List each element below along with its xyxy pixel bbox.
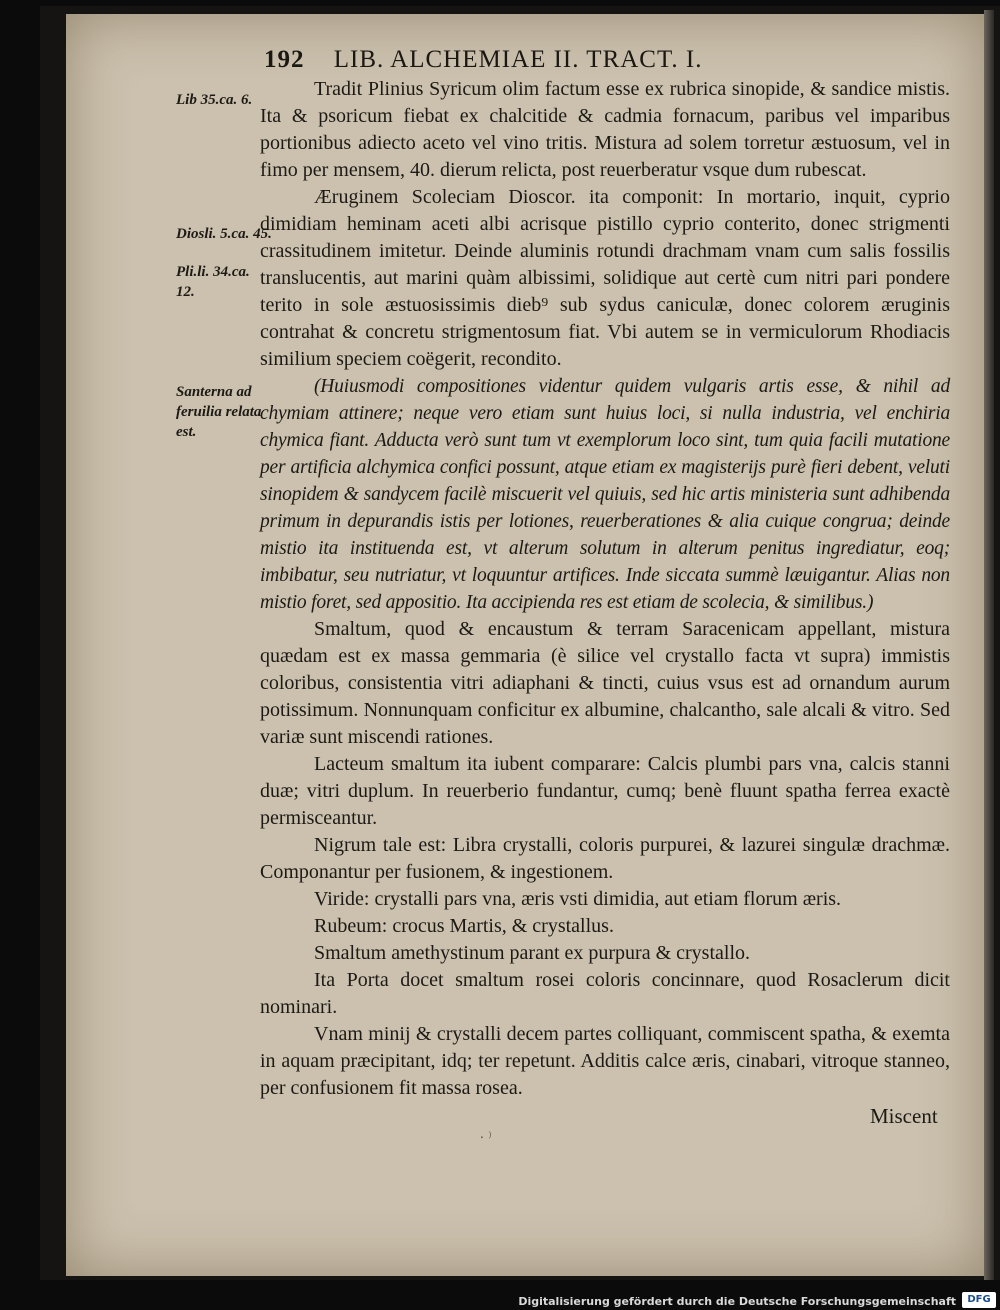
margin-note-pliny-34: Pli.li. 34.ca. 12. [176, 264, 250, 300]
margin-note-dioscorides: Diosli. 5.ca. 45. [176, 226, 272, 242]
paragraph-viride: Viride: crystalli pars vna, æris vsti dimidia, aut etiam florum æris. [314, 888, 842, 910]
main-text-block [260, 76, 950, 1102]
ink-smudge: ⸱ ⁾ [480, 1130, 492, 1146]
running-head [264, 46, 964, 74]
paragraph-amethystinum: Smaltum amethystinum parant ex purpura & crystallo. [314, 942, 751, 964]
margin-note-santerna: Santerna ad feruilia relata est. [176, 384, 262, 440]
paragraph-aerugo: Æruginem Scoleciam Dioscor. ita componit: In mortario, inquit, cyprio dimidiam heminam aceti albi acrisque pistillo cyprio conterito, donec strigmenti crassitudinem imitetur. Deinde aluminis rotundi drachmam vnam cum salis fossilis translucentis, aut marini quàm albissimi, solidique aut certè cum nitri pari pondere terito in sole æstuosissimis dieb⁹ sub sydus caniculæ, donec colorem æruginis contrahat & concretu strigmentosum fiat. Vbi autem se in vermiculorum Rhodiacis similium speciem coëgerit, recondito. [260, 186, 950, 370]
running-title: LIB. ALCHEMIAE II. TRACT. I. [333, 46, 703, 73]
paragraph-nigrum: Nigrum tale est: Libra crystalli, coloris purpurei, & lazurei singulæ drachmæ. Componantur per fusionem, & ingestionem. [260, 834, 950, 883]
paragraph-commentary: (Huiusmodi compositiones videntur quidem vulgaris artis esse, & nihil ad chymiam attinere; neque vero etiam sunt huius loci, si nulla industria, vel enchiria chymica fiant. Adducta verò sunt tum vt exemplorum loco sint, tum quia facili mutatione per artificia alchymica confici possunt, atque etiam ex magisterijs purè fieri debent, veluti sinopidem & sandycem facilè miscuerit vel quiuis, sed hic artis ministeria sunt adhibenda primum in depurandis istis per lotiones, reuerberationes & alia cuique congrua; deinde mistio ita instituenda est, vt alterum solutum in alterum penitus ingrediatur, eoq; imbibatur, seu nutriatur, vt loquuntur artifices. Inde siccata summè læuigantur. Alias non mistio foret, sed appositio. Ita accipienda res est etiam de scolecia, & similibus.) [260, 376, 950, 613]
page-edge [984, 10, 994, 1280]
dfg-logo-icon: DFG [962, 1292, 996, 1308]
paragraph-smaltum: Smaltum, quod & encaustum & terram Saracenicam appellant, mistura quædam est ex massa gemmaria (è silice vel crystallo facta vt supra) immistis coloribus, consistentia vitri adiaphani & tincti, cuius vsus est ad ornandum aurum potissimum. Nonnunquam conficitur ex albumine, chalcantho, sale alcali & vitro. Sed variæ sunt miscendi rationes. [260, 618, 950, 748]
paragraph-rosea: Vnam minij & crystalli decem partes colliquant, commiscent spatha, & exemta in aquam præcipitant, idq; ter repetunt. Additis calce æris, cinabari, vitroque stanneo, per confusionem fit massa rosea. [260, 1023, 950, 1099]
paragraph-syricum: Tradit Plinius Syricum olim factum esse ex rubrica sinopide, & sandice mistis. Ita & psoricum fiebat ex chalcitide & cadmia fornacum, paribus vel imparibus portionibus adiecto aceto vel vino tritis. Mistura ad solem torretur æstuosum, vel in fimo per mensem, 40. dierum relicta, post reuerberatur vsque dum rubescat. [260, 78, 950, 181]
paragraph-lacteum: Lacteum smaltum ita iubent comparare: Calcis plumbi pars vna, calcis stanni duæ; vitri duplum. In reuerberio fundantur, cumq; benè fluunt spatha ferrea exactè permisceantur. [260, 753, 950, 829]
digitization-credit: Digitalisierung gefördert durch die Deutsche Forschungsgemeinschaft [518, 1295, 956, 1308]
page-number: 192 [264, 46, 305, 73]
margin-note-pliny: Lib 35.ca. 6. [176, 92, 253, 108]
catchword: Miscent [870, 1104, 938, 1128]
paragraph-rubeum: Rubeum: crocus Martis, & crystallus. [314, 915, 614, 937]
paragraph-porta: Ita Porta docet smaltum rosei coloris concinnare, quod Rosaclerum dicit nominari. [260, 969, 950, 1018]
